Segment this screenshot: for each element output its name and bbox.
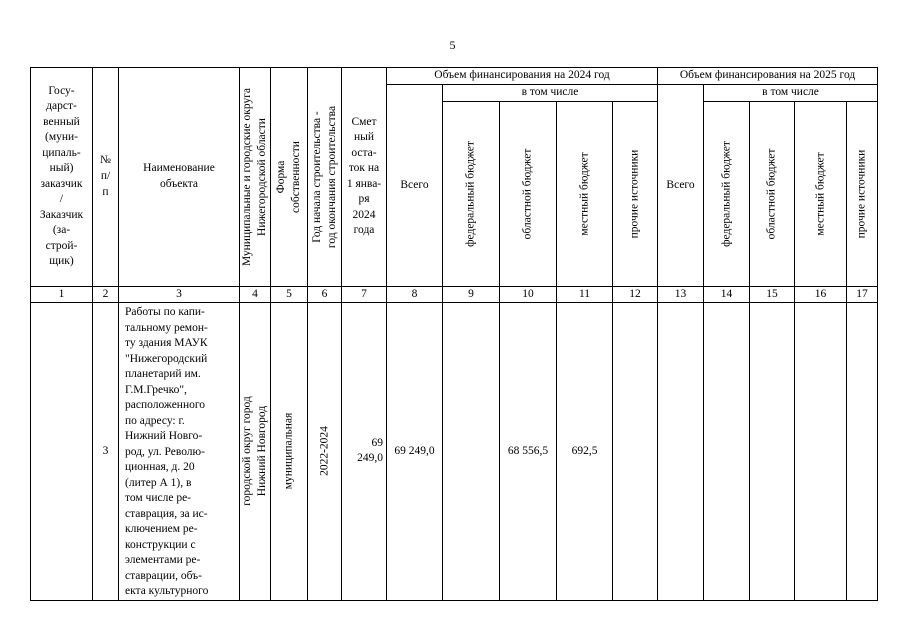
column-number: 3 [119,286,240,303]
header-local-2025: местный бюджет [795,101,847,286]
header-municipality: Муниципальные и городские округа Нижегородской области [240,68,271,287]
column-number: 10 [500,286,557,303]
regional-2024-cell: 68 556,5 [500,303,557,601]
total-2025-cell [658,303,704,601]
total-2024-cell: 69 249,0 [387,303,443,601]
column-number: 13 [658,286,704,303]
header-ownership: Форма собственности [271,68,308,287]
table-row [31,303,878,601]
object-name-cell: Работы по капи- тальному ремон- ту здания МАУК "Нижегородский планетарий им. Г.М.Гречко", расположенного по адресу: г. Нижний Новго- род, ул. Револю- ционная, д. 20 (литер А 1), в том числе ре- ставрация, за ис- ключением ре- конструкции с элементами ре- ставрации, объ- екта культурного [119,303,240,601]
header-federal-2025: федеральный бюджет [704,101,750,286]
header-other-2024: прочие источники [613,101,658,286]
local-2025-cell [795,303,847,601]
column-number: 15 [750,286,795,303]
header-local-2024: местный бюджет [557,101,613,286]
header-object-name: Наименование объекта [119,68,240,287]
column-number: 2 [93,286,119,303]
financing-table [30,67,878,601]
other-2024-cell [613,303,658,601]
ownership-cell: муниципальная [271,303,308,601]
header-regional-2024: областной бюджет [500,101,557,286]
column-number: 1 [31,286,93,303]
federal-2025-cell [704,303,750,601]
municipality-cell: городской округ город Нижний Новгород [240,303,271,601]
column-number: 17 [847,286,878,303]
column-number: 9 [443,286,500,303]
header-row-number: № п/ п [93,68,119,287]
customer-cell [31,303,93,601]
header-total-2024: Всего [387,85,443,287]
column-number: 7 [342,286,387,303]
page-number: 5 [449,38,456,52]
column-number: 16 [795,286,847,303]
header-federal-2024: федеральный бюджет [443,101,500,286]
local-2024-cell: 692,5 [557,303,613,601]
other-2025-cell [847,303,878,601]
column-number: 11 [557,286,613,303]
regional-2025-cell [750,303,795,601]
header-total-2025: Всего [658,85,704,287]
federal-2024-cell [443,303,500,601]
column-number: 8 [387,286,443,303]
column-number: 5 [271,286,308,303]
column-number: 12 [613,286,658,303]
years-cell: 2022-2024 [308,303,342,601]
header-estimate: Смет ный оста- ток на 1 янва- ря 2024 года [342,68,387,287]
header-years: Год начала строительства - год окончания строительства [308,68,342,287]
header-regional-2025: областной бюджет [750,101,795,286]
header-financing-2025: Объем финансирования на 2025 год [658,68,878,85]
column-number-row [31,286,878,303]
header-including-2024: в том числе [443,85,658,102]
column-number: 4 [240,286,271,303]
header-customer: Госу- дарст- венный (муни- ципаль- ный) заказчик / Заказчик (за- строй- щик) [31,68,93,287]
row-number-cell: 3 [93,303,119,601]
header-financing-2024: Объем финансирования на 2024 год [387,68,658,85]
column-number: 6 [308,286,342,303]
header-other-2025: прочие источники [847,101,878,286]
estimate-cell: 69 249,0 [342,303,387,601]
header-including-2025: в том числе [704,85,878,102]
column-number: 14 [704,286,750,303]
